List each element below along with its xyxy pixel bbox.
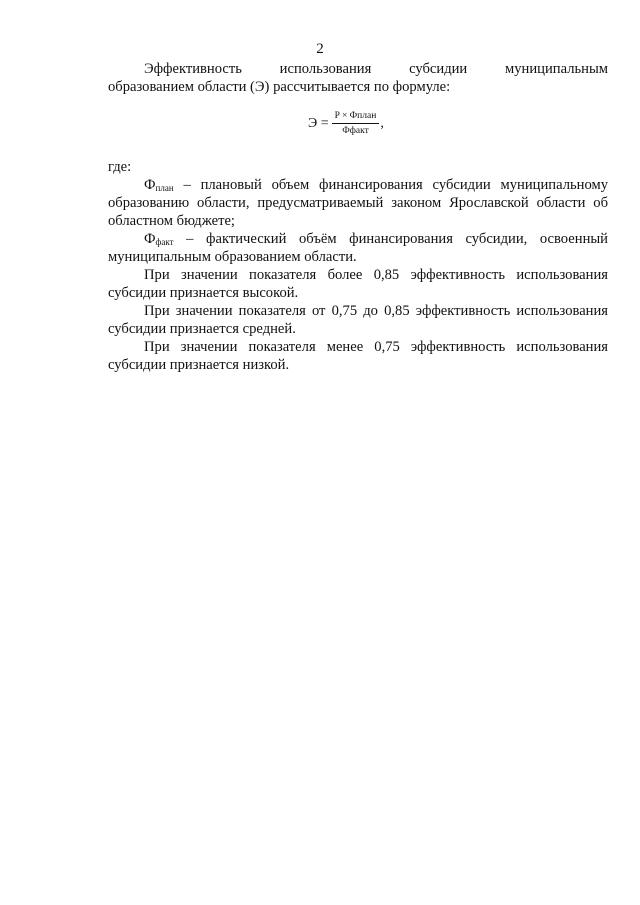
document-body [108,60,608,374]
formula-block [108,110,608,142]
definition-plan [108,176,608,230]
page-number: 2 [316,41,324,57]
definition-text: – фактический объём финансирования субсидии, освоенный муниципальным образованием области. [108,231,608,265]
where-label: где: [108,159,132,175]
intro-line-1: Эффективность использования субсидии муниципальным [144,61,608,77]
definition-subscript: план [155,183,174,193]
condition-high: При значении показателя более 0,85 эффективность использования субсидии признается высокой. [108,267,608,301]
formula-numerator: P × Фплан [332,110,380,124]
definition-symbol: Ф [144,177,156,193]
definition-subscript: факт [155,237,174,247]
intro-line-2: образованием области (Э) рассчитывается по формуле: [108,79,451,95]
definition-symbol: Ф [144,231,156,247]
definition-text: – плановый объем финансирования субсидии муниципальному образованию области, предусматриваемый законом Ярославской области об областном бюджете; [108,177,608,229]
definition-fact [108,230,608,266]
condition-low: При значении показателя менее 0,75 эффективность использования субсидии признается низкой. [108,339,608,373]
formula-fraction [332,110,380,137]
condition-medium: При значении показателя от 0,75 до 0,85 эффективность использования субсидии признается средней. [108,303,608,337]
formula-lhs: Э = [308,115,329,131]
formula-trailing-comma: , [380,115,384,131]
efficiency-formula [308,110,384,137]
formula-denominator: Ффакт [342,126,369,136]
